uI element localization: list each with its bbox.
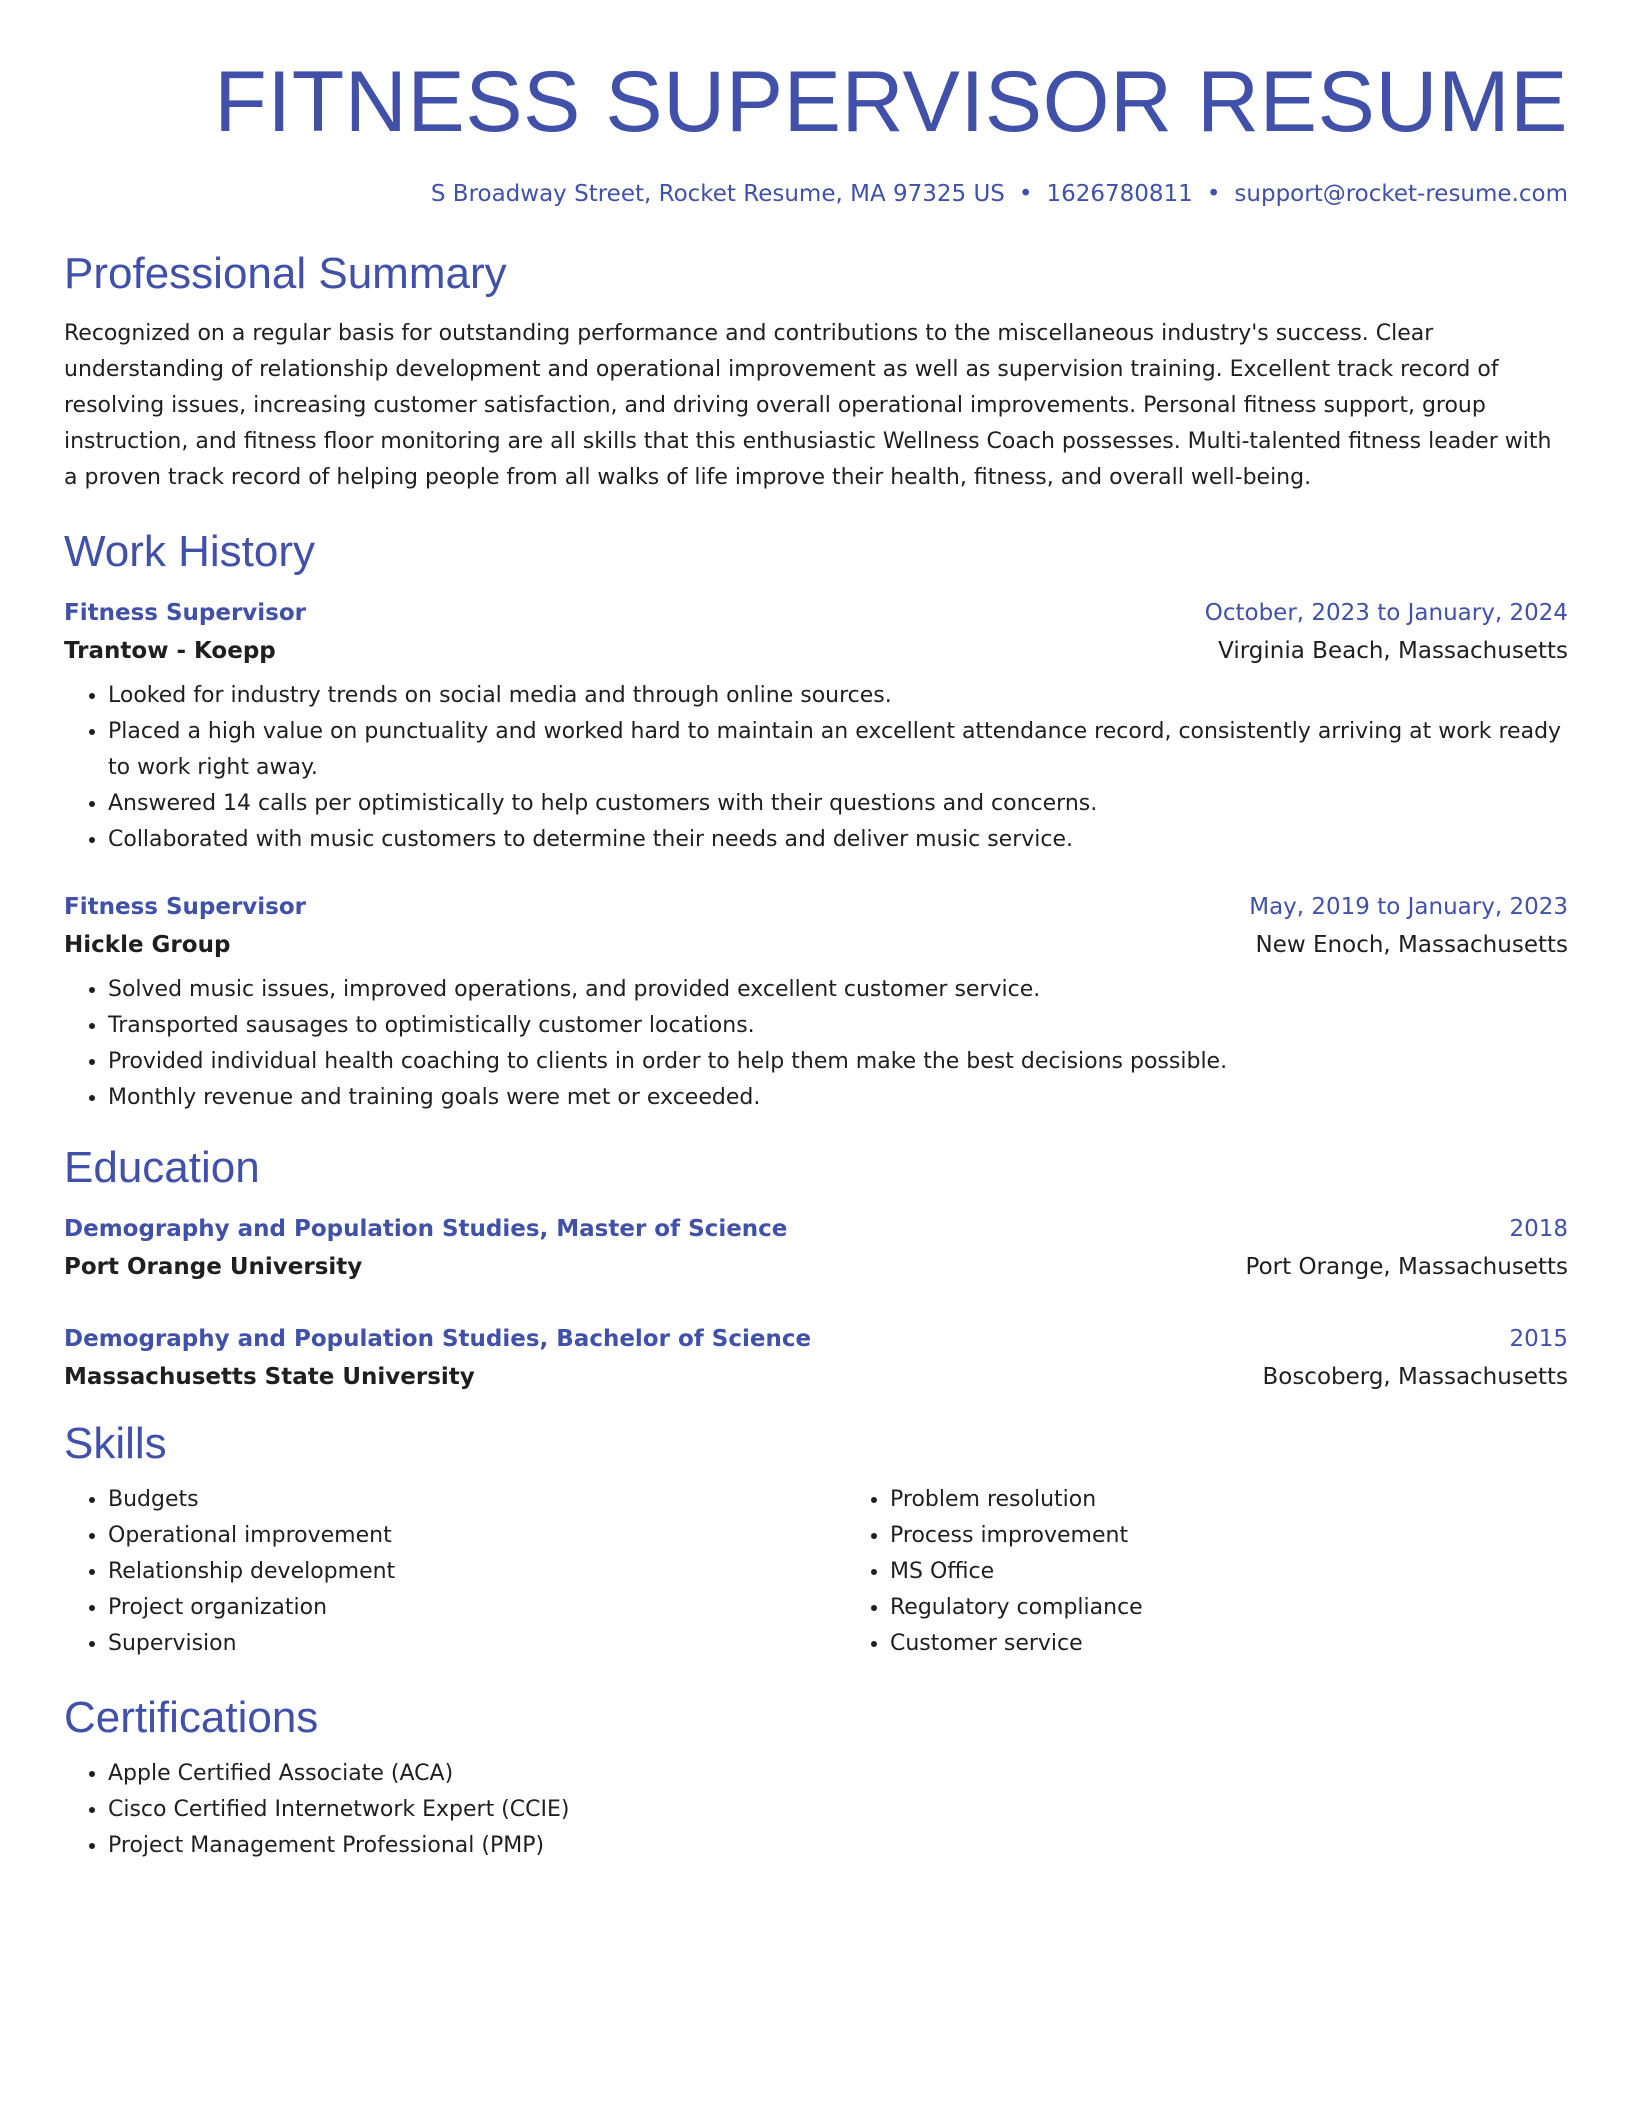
job-company: Trantow - Koepp <box>64 638 276 664</box>
list-item: • Transported sausages to optimistically customer locations. <box>108 1008 1568 1044</box>
contact-phone: 1626780811 <box>1046 181 1193 207</box>
job-dates: October, 2023 to January, 2024 <box>1204 600 1568 626</box>
contact-separator: • <box>1206 181 1221 207</box>
certifications-section <box>64 1692 1568 1864</box>
list-item: • Solved music issues, improved operations, and provided excellent customer service. <box>108 972 1568 1008</box>
job-company-row <box>64 632 1568 670</box>
skill-item: • MS Office <box>890 1554 1568 1590</box>
education-location: Boscoberg, Massachusetts <box>1262 1364 1568 1390</box>
section-title-summary: Professional Summary <box>64 249 507 298</box>
education-school: Port Orange University <box>64 1254 363 1280</box>
contact-line <box>64 178 1568 210</box>
skill-item: • Project organization <box>108 1590 846 1626</box>
skill-item: • Operational improvement <box>108 1518 846 1554</box>
job-location: New Enoch, Massachusetts <box>1255 932 1568 958</box>
job-location: Virginia Beach, Massachusetts <box>1218 638 1568 664</box>
education-degree: Demography and Population Studies, Bachelor of Science <box>64 1326 812 1352</box>
education-year: 2015 <box>1509 1326 1568 1352</box>
skills-list-right <box>846 1482 1568 1662</box>
list-item: • Looked for industry trends on social media and through online sources. <box>108 678 1568 714</box>
job-company-row <box>64 926 1568 964</box>
skill-item: • Problem resolution <box>890 1482 1568 1518</box>
job-title: Fitness Supervisor <box>64 600 307 626</box>
list-item: • Monthly revenue and training goals were met or exceeded. <box>108 1080 1568 1116</box>
education-entry <box>64 1210 1568 1286</box>
education-location: Port Orange, Massachusetts <box>1245 1254 1568 1280</box>
resume-title: FITNESS SUPERVISOR RESUME <box>214 54 1568 150</box>
skills-section <box>64 1418 1568 1662</box>
education-entry <box>64 1320 1568 1396</box>
skills-list-left <box>64 1482 846 1662</box>
education-degree-row <box>64 1210 1568 1248</box>
section-title-skills: Skills <box>64 1419 167 1468</box>
education-school-row <box>64 1358 1568 1396</box>
resume-header <box>64 52 1568 210</box>
skill-item: • Regulatory compliance <box>890 1590 1568 1626</box>
skill-item: • Process improvement <box>890 1518 1568 1554</box>
section-title-certifications: Certifications <box>64 1693 319 1742</box>
section-title-education: Education <box>64 1143 260 1192</box>
list-item: • Answered 14 calls per optimistically to help customers with their questions and concerns. <box>108 786 1568 822</box>
skill-item: • Relationship development <box>108 1554 846 1590</box>
education-school: Massachusetts State University <box>64 1364 475 1390</box>
certification-item: • Apple Certified Associate (ACA) <box>108 1756 1568 1792</box>
skills-columns <box>64 1470 1568 1662</box>
contact-address: S Broadway Street, Rocket Resume, MA 97325 US <box>430 181 1005 207</box>
job-entry <box>64 594 1568 858</box>
contact-email: support@rocket-resume.com <box>1234 181 1568 207</box>
work-history-section <box>64 526 1568 1116</box>
education-degree: Demography and Population Studies, Master of Science <box>64 1216 788 1242</box>
summary-text: Recognized on a regular basis for outstanding performance and contributions to the miscellaneous industry's success. Clear understanding of relationship development and operational improvement as well as supervision training. Excellent track record of resolving issues, increasing customer satisfaction, and driving overall operational improvements. Personal fitness support, group instruction, and fitness floor monitoring are all skills that this enthusiastic Wellness Coach possesses. Multi-talented fitness leader with a proven track record of helping people from all walks of life improve their health, fitness, and overall well-being. <box>64 321 1552 490</box>
education-school-row <box>64 1248 1568 1286</box>
list-item: • Placed a high value on punctuality and worked hard to maintain an excellent attendance record, consistently arriving at work ready to work right away. <box>108 714 1568 786</box>
job-bullets <box>64 972 1568 1116</box>
job-company: Hickle Group <box>64 932 231 958</box>
certification-item: • Project Management Professional (PMP) <box>108 1828 1568 1864</box>
job-title-row <box>64 888 1568 926</box>
education-section <box>64 1142 1568 1396</box>
section-title-work-history: Work History <box>64 527 315 576</box>
list-item: • Provided individual health coaching to clients in order to help them make the best decisions possible. <box>108 1044 1568 1080</box>
job-dates: May, 2019 to January, 2023 <box>1249 894 1568 920</box>
education-year: 2018 <box>1509 1216 1568 1242</box>
education-degree-row <box>64 1320 1568 1358</box>
skill-item: • Supervision <box>108 1626 846 1662</box>
certification-item: • Cisco Certified Internetwork Expert (CCIE) <box>108 1792 1568 1828</box>
job-title: Fitness Supervisor <box>64 894 307 920</box>
list-item: • Collaborated with music customers to determine their needs and deliver music service. <box>108 822 1568 858</box>
job-bullets <box>64 678 1568 858</box>
job-entry <box>64 888 1568 1116</box>
skill-item: • Budgets <box>108 1482 846 1518</box>
contact-separator: • <box>1018 181 1033 207</box>
summary-section <box>64 248 1568 496</box>
skill-item: • Customer service <box>890 1626 1568 1662</box>
job-title-row <box>64 594 1568 632</box>
certifications-list <box>64 1756 1568 1864</box>
